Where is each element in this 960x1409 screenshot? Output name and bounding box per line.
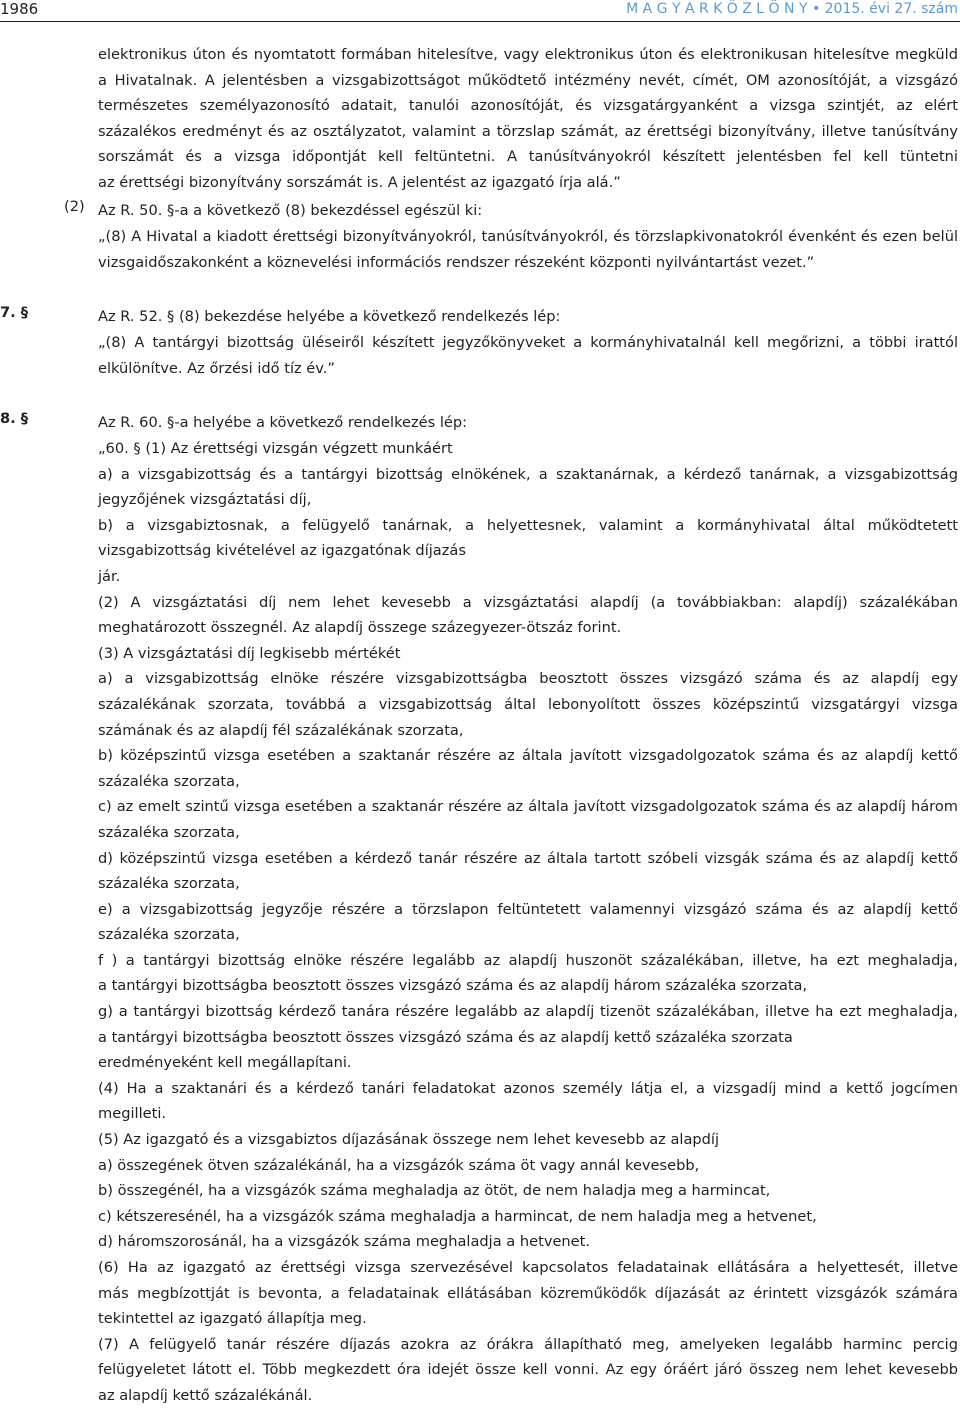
- text-line: százalékának szorzata, továbbá a vizsgabizottság által lebonyolított összes középszintű vizsgatárgyi vizsga: [98, 695, 958, 713]
- journal-masthead: M A G Y A R K Ö Z L Ö N Y • 2015. évi 27. szám: [626, 1, 958, 17]
- text-line: (6) Ha az igazgató az érettségi vizsga szervezésével kapcsolatos feladatainak ellátására a helyettesét, illetve: [98, 1259, 958, 1276]
- text-line: c) az emelt szintű vizsga esetében a szaktanár részére az általa javított vizsgadolgozatok száma és az alapdíj három: [98, 798, 958, 816]
- text-line: vizsgabizottság kivételével az igazgatónak díjazás: [98, 542, 466, 560]
- text-line: vizsgaidőszakonként a köznevelési információs rendszer részeként központi nyilvántartást vezet.”: [98, 253, 815, 271]
- text-line: a Hivatalnak. A jelentésben a vizsgabizottságot működtető intézmény nevét, címét, OM azonosítóját, a vizsgázó: [98, 71, 958, 89]
- page-header: [0, 0, 960, 24]
- text-line: százaléka szorzata,: [98, 875, 240, 893]
- text-line: b) középszintű vizsga esetében a szaktanár részére az általa javított vizsgadolgozatok száma és az alapdíj kettő: [98, 747, 958, 765]
- text-line: a) a vizsgabizottság elnöke részére vizsgabizottságba beosztott összes vizsgázó száma és az alapdíj egy: [98, 670, 958, 688]
- page-number: 1986: [0, 0, 39, 18]
- quoted-paragraph-8: [98, 224, 958, 275]
- text-line: d) háromszorosánál, ha a vizsgázók száma meghaladja a hetvenet.: [98, 1233, 591, 1251]
- section-8-intro: Az R. 60. §-a helyébe a következő rendelkezés lép:: [98, 414, 468, 431]
- text-line: „60. § (1) Az érettségi vizsgán végzett munkáért: [98, 440, 453, 457]
- text-line: tekintettel az igazgató állapítja meg.: [98, 1310, 367, 1328]
- text-line: az alapdíj kettő százalékánál.: [98, 1386, 313, 1404]
- section-number: 8. §: [0, 410, 29, 427]
- text-line: százaléka szorzata,: [98, 926, 240, 944]
- text-line: b) a vizsgabiztosnak, a felügyelő tanárnak, a helyettesnek, valamint a kormányhivatal által működtetett: [98, 516, 958, 534]
- subsection-number: (2): [64, 198, 85, 215]
- text-line: jegyzőjének vizsgáztatási díj,: [98, 491, 312, 509]
- text-line: d) középszintű vizsga esetében a kérdező tanár részére az általa tartott szóbeli vizsgák száma és az alapdíj kettő: [98, 849, 958, 867]
- text-line: (4) Ha a szaktanári és a kérdező tanári feladatokat azonos személy látja el, a vizsgadíj mind a kettő jogcímen: [98, 1079, 958, 1097]
- text-line: e) a vizsgabizottság jegyzője részére a törzslapon feltüntetett valamennyi vizsgázó száma és az alapdíj kettő: [98, 900, 958, 918]
- text-line: (7) A felügyelő tanár részére díjazás azokra az órákra állapítható meg, amelyeken legalább harminc percig: [98, 1335, 958, 1353]
- text-line: az érettségi bizonyítvány sorszámát is. A jelentést az igazgató írja alá.”: [98, 173, 621, 191]
- text-line: (3) A vizsgáztatási díj legkisebb mértékét: [98, 644, 401, 662]
- text-line: jár.: [98, 567, 121, 585]
- quoted-section-52-8: [98, 330, 958, 381]
- text-line: eredményeként kell megállapítani.: [98, 1054, 352, 1072]
- text-line: százaléka szorzata,: [98, 772, 240, 790]
- text-line: (5) Az igazgató és a vizsgabiztos díjazásának összege nem lehet kevesebb az alapdíj: [98, 1131, 720, 1149]
- header-rule: [0, 21, 960, 22]
- text-line: a tantárgyi bizottságba beosztott összes vizsgázó száma és az alapdíj kettő százaléka szorzata: [98, 1028, 793, 1046]
- text-line: elkülönítve. Az őrzési idő tíz év.”: [98, 359, 335, 377]
- text-line: százalékos eredményt és az osztályzatot, valamint a törzslap számát, az érettségi bizonyítvány, illetve tanúsítvány: [98, 122, 958, 140]
- text-line: f ) a tantárgyi bizottság elnöke részére legalább az alapdíj huszonöt százalékában, illetve, ha ezt meghaladja,: [98, 951, 958, 969]
- paragraph-6-1-continued: [98, 42, 958, 196]
- text-line: százaléka szorzata,: [98, 823, 240, 841]
- text-line: „(8) A Hivatal a kiadott érettségi bizonyítványokról, tanúsítványokról, és törzslapkivonatokról évenként és ezen belül: [98, 228, 958, 245]
- text-line: c) kétszeresénél, ha a vizsgázók száma meghaladja a harmincat, de nem haladja meg a hetvenet,: [98, 1207, 817, 1225]
- text-line: g) a tantárgyi bizottság kérdező tanára részére legalább az alapdíj tizenöt százalékában, illetve ha ezt meghaladja,: [98, 1003, 958, 1021]
- text-line: (2) A vizsgáztatási díj nem lehet kevesebb a vizsgáztatási alapdíj (a továbbiakban: alapdíj) százalékában: [98, 593, 958, 611]
- text-line: „(8) A tantárgyi bizottság üléseiről készített jegyzőkönyveket a kormányhivatalnál kell megőrizni, a többi irattól: [98, 334, 958, 351]
- section-7-intro: Az R. 52. § (8) bekezdése helyébe a következő rendelkezés lép:: [98, 308, 561, 325]
- quoted-section-60: [98, 436, 958, 1409]
- text-line: elektronikus úton és nyomtatott formában hitelesítve, vagy elektronikus úton és elektronikusan hitelesítve megküld: [98, 46, 958, 63]
- text-line: a tantárgyi bizottságba beosztott összes vizsgázó száma és az alapdíj három százaléka szorzata,: [98, 977, 808, 995]
- text-line: felügyeletet látott el. Több megkezdett óra idejét össze kell vonni. Az egy óráért járó összeg nem lehet kevesebb: [98, 1361, 958, 1379]
- text-line: b) összegénél, ha a vizsgázók száma meghaladja az ötöt, de nem haladja meg a harmincat,: [98, 1182, 771, 1200]
- text-line: természetes személyazonosító adatait, tanulói azonosítóját, és vizsgatárgyanként a vizsga szintjét, az elért: [98, 97, 958, 115]
- section-number: 7. §: [0, 304, 29, 321]
- text-line: a) a vizsgabizottság és a tantárgyi bizottság elnökének, a szaktanárnak, a kérdező tanárnak, a vizsgabizottság: [98, 465, 958, 483]
- text-line: számának és az alapdíj fél százalékának szorzata,: [98, 721, 464, 739]
- subsection-2-intro: Az R. 50. §-a a következő (8) bekezdéssel egészül ki:: [98, 202, 483, 219]
- text-line: megilleti.: [98, 1105, 167, 1123]
- text-line: más megbízottját is bevonta, a feladatainak ellátásában közreműködők díjazását az érintett vizsgázók számára: [98, 1284, 958, 1302]
- text-line: meghatározott összegnél. Az alapdíj összege százegyezer-ötszáz forint.: [98, 619, 622, 637]
- text-line: sorszámát és a vizsga időpontját kell feltüntetni. A tanúsítványokról készített jelentésben fel kell tüntetni: [98, 148, 958, 166]
- text-line: a) összegének ötven százalékánál, ha a vizsgázók száma öt vagy annál kevesebb,: [98, 1156, 700, 1174]
